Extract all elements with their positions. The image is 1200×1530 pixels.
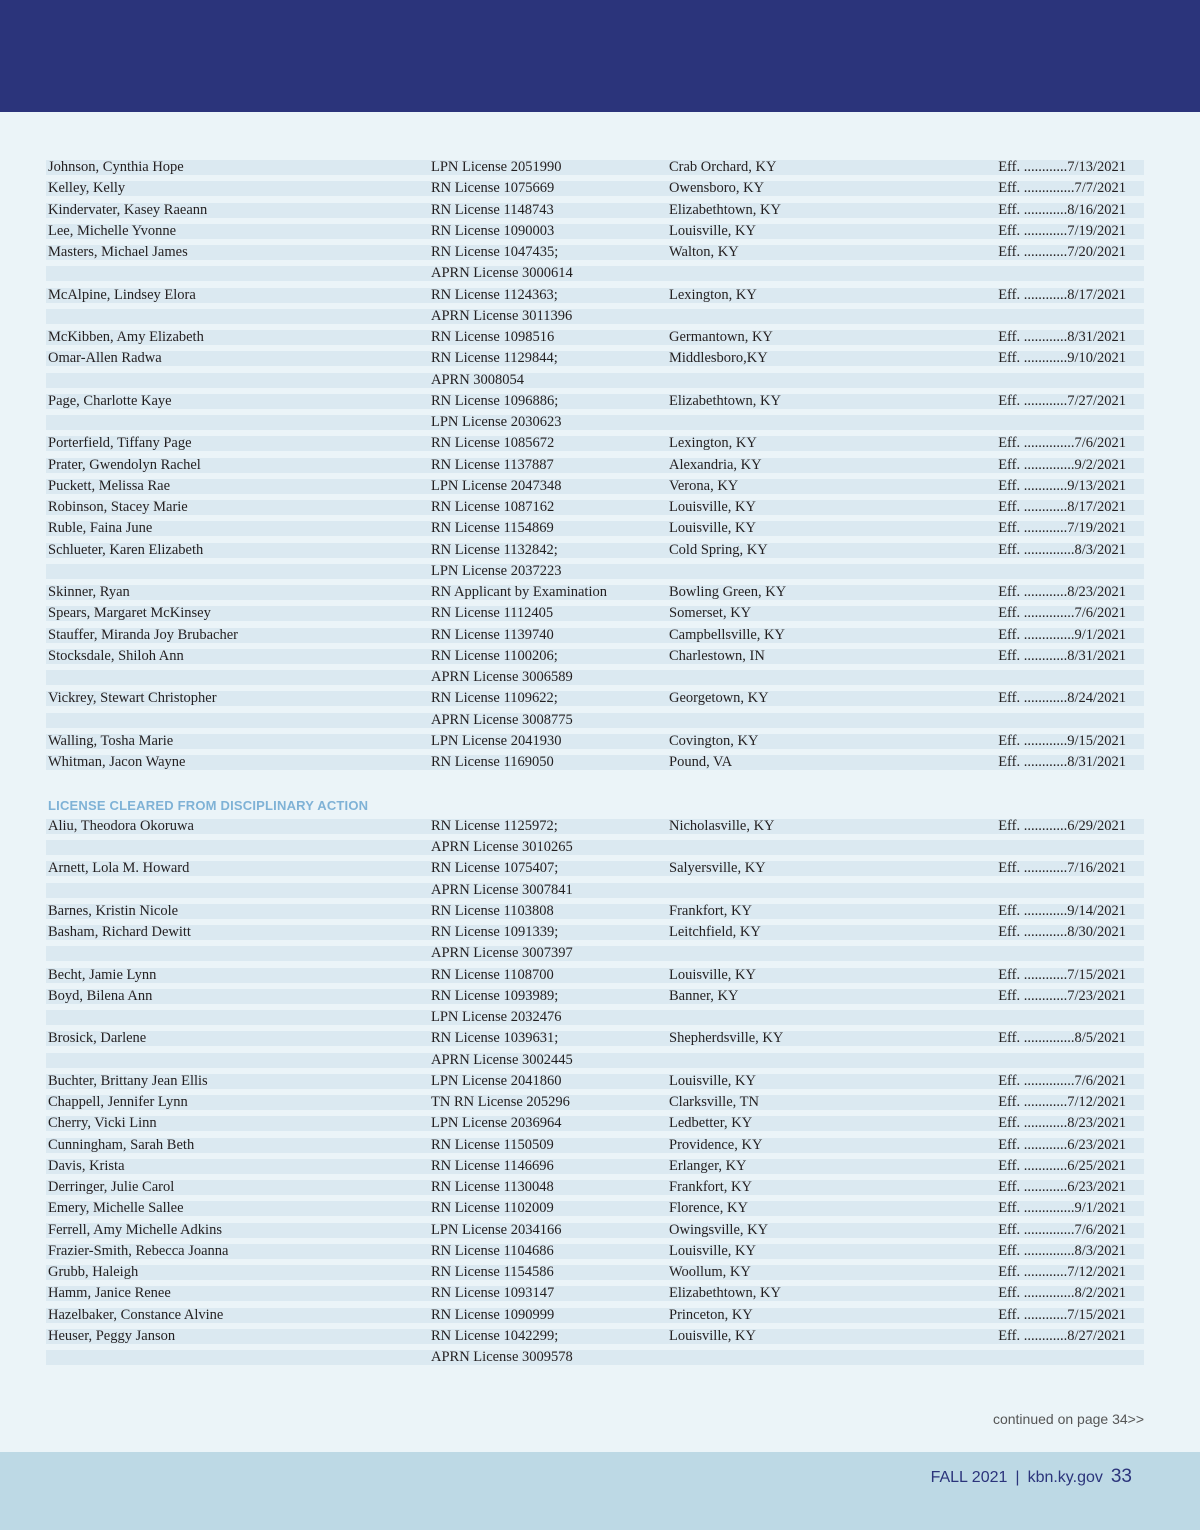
effective-date-cell: Eff. ............7/12/2021 <box>998 1094 1126 1110</box>
table-row <box>46 157 1144 178</box>
name-cell: McAlpine, Lindsey Elora <box>48 286 196 303</box>
table-row <box>46 688 1144 709</box>
name-cell: Aliu, Theodora Okoruwa <box>48 817 194 834</box>
row-band <box>46 1350 1144 1365</box>
location-cell: Louisville, KY <box>669 499 756 515</box>
effective-date-cell: Eff. ..............7/6/2021 <box>998 605 1126 622</box>
license-cell: LPN License 2032476 <box>431 1009 562 1025</box>
license-cell: LPN License 2047348 <box>431 477 562 494</box>
table-row <box>46 1241 1144 1262</box>
name-cell: Derringer, Julie Carol <box>48 1179 175 1195</box>
location-cell: Florence, KY <box>669 1200 748 1217</box>
table-row <box>46 285 1144 306</box>
effective-date-cell: Eff. ............7/15/2021 <box>998 966 1126 983</box>
row-band <box>46 904 1144 919</box>
license-cell: RN License 1154869 <box>431 520 554 537</box>
table-row <box>46 1028 1144 1049</box>
row-band <box>46 1265 1144 1280</box>
name-cell: Johnson, Cynthia Hope <box>48 159 184 175</box>
table-row <box>46 1156 1144 1177</box>
row-band <box>46 521 1144 536</box>
license-cell: RN License 1154586 <box>431 1264 554 1280</box>
table-row <box>46 540 1144 561</box>
table-row <box>46 986 1144 1007</box>
table-row <box>46 1220 1144 1241</box>
row-band <box>46 266 1144 281</box>
name-cell: Brosick, Darlene <box>48 1030 147 1047</box>
effective-date-cell: Eff. ............8/23/2021 <box>998 584 1126 600</box>
location-cell: Louisville, KY <box>669 1327 756 1344</box>
row-band <box>46 925 1144 940</box>
name-cell: Prater, Gwendolyn Rachel <box>48 456 201 473</box>
effective-date-cell: Eff. ............9/13/2021 <box>998 477 1126 494</box>
table-row <box>46 476 1144 497</box>
table-row <box>46 965 1144 986</box>
table-row <box>46 837 1144 858</box>
license-cell: APRN License 3008775 <box>431 711 573 728</box>
effective-date-cell: Eff. ............8/27/2021 <box>998 1327 1126 1344</box>
table-row <box>46 667 1144 688</box>
name-cell: Davis, Krista <box>48 1157 125 1174</box>
name-cell: Buchter, Brittany Jean Ellis <box>48 1072 208 1089</box>
license-cell: RN License 1047435; <box>431 244 559 260</box>
table-row <box>46 263 1144 284</box>
license-cell: RN License 1125972; <box>431 817 558 834</box>
location-cell: Elizabethtown, KY <box>669 392 781 409</box>
table-row <box>46 880 1144 901</box>
license-cell: APRN 3008054 <box>431 371 525 388</box>
location-cell: Lexington, KY <box>669 286 757 303</box>
name-cell: Heuser, Peggy Janson <box>48 1327 176 1344</box>
location-cell: Louisville, KY <box>669 520 756 537</box>
license-cell: TN RN License 205296 <box>431 1094 570 1110</box>
section-heading-text: LICENSE CLEARED FROM DISCIPLINARY ACTION <box>48 797 369 813</box>
effective-date-cell: Eff. ............7/23/2021 <box>998 987 1126 1004</box>
location-cell: Nicholasville, KY <box>669 817 775 834</box>
license-cell: RN License 1093989; <box>431 987 559 1004</box>
section-cleared-list <box>46 816 1144 1369</box>
row-band <box>46 946 1144 961</box>
row-band <box>46 500 1144 515</box>
effective-date-cell: Eff. ............8/24/2021 <box>998 690 1126 707</box>
row-band <box>46 1201 1144 1216</box>
row-band <box>46 1180 1144 1195</box>
name-cell: Becht, Jamie Lynn <box>48 966 157 983</box>
row-band <box>46 415 1144 430</box>
location-cell: Salyersville, KY <box>669 860 766 877</box>
location-cell: Louisville, KY <box>669 222 756 239</box>
license-cell: RN License 1090003 <box>431 222 555 239</box>
row-band <box>46 203 1144 218</box>
table-row <box>46 1262 1144 1283</box>
effective-date-cell: Eff. ............9/14/2021 <box>998 902 1126 919</box>
location-cell: Louisville, KY <box>669 1072 756 1089</box>
license-cell: RN License 1087162 <box>431 499 555 515</box>
license-table <box>46 157 1144 1368</box>
table-row <box>46 646 1144 667</box>
effective-date-cell: Eff. ............8/17/2021 <box>998 286 1126 303</box>
name-cell: Barnes, Kristin Nicole <box>48 902 179 919</box>
row-band <box>46 1286 1144 1301</box>
name-cell: Skinner, Ryan <box>48 584 130 600</box>
row-band <box>46 755 1144 770</box>
location-cell: Alexandria, KY <box>669 456 762 473</box>
license-cell: RN License 1108700 <box>431 966 554 983</box>
name-cell: Puckett, Melissa Rae <box>48 477 171 494</box>
row-band <box>46 734 1144 749</box>
location-cell: Georgetown, KY <box>669 690 769 707</box>
header-band <box>0 0 1200 112</box>
row-band <box>46 883 1144 898</box>
table-row <box>46 1283 1144 1304</box>
effective-date-cell: Eff. ............7/13/2021 <box>998 159 1126 175</box>
location-cell: Louisville, KY <box>669 1242 756 1259</box>
name-cell: Stauffer, Miranda Joy Brubacher <box>48 626 239 643</box>
table-row <box>46 1050 1144 1071</box>
section-disciplinary-list <box>46 157 1144 773</box>
license-cell: APRN License 3011396 <box>431 307 573 324</box>
location-cell: Shepherdsville, KY <box>669 1030 784 1047</box>
name-cell: Spears, Margaret McKinsey <box>48 605 211 622</box>
license-cell: APRN License 3009578 <box>431 1349 573 1365</box>
table-row <box>46 348 1144 369</box>
license-cell: RN License 1042299; <box>431 1327 559 1344</box>
footer-site[interactable]: kbn.ky.gov <box>1027 1469 1103 1486</box>
license-cell: RN License 1090999 <box>431 1306 555 1323</box>
name-cell: Vickrey, Stewart Christopher <box>48 690 217 707</box>
name-cell: Basham, Richard Dewitt <box>48 924 191 940</box>
table-row <box>46 858 1144 879</box>
row-band <box>46 1116 1144 1131</box>
footer-band <box>0 1452 1200 1530</box>
effective-date-cell: Eff. ............7/12/2021 <box>998 1264 1126 1280</box>
license-cell: APRN License 3007397 <box>431 945 573 962</box>
row-band <box>46 330 1144 345</box>
table-row <box>46 1198 1144 1219</box>
table-row <box>46 412 1144 433</box>
table-row <box>46 242 1144 263</box>
license-cell: LPN License 2036964 <box>431 1115 562 1132</box>
name-cell: Stocksdale, Shiloh Ann <box>48 647 184 664</box>
license-cell: RN License 1075669 <box>431 180 555 197</box>
effective-date-cell: Eff. ............9/10/2021 <box>998 350 1126 367</box>
row-band <box>46 1010 1144 1025</box>
license-cell: RN License 1129844; <box>431 350 558 367</box>
effective-date-cell: Eff. ............6/23/2021 <box>998 1179 1126 1195</box>
effective-date-cell: Eff. ..............8/3/2021 <box>998 541 1126 558</box>
license-cell: RN License 1102009 <box>431 1200 554 1217</box>
effective-date-cell: Eff. ..............9/2/2021 <box>998 456 1126 473</box>
table-row <box>46 1326 1144 1347</box>
license-cell: RN License 1100206; <box>431 647 558 664</box>
license-cell: RN License 1150509 <box>431 1136 554 1153</box>
row-band <box>46 989 1144 1004</box>
license-cell: RN License 1096886; <box>431 392 559 409</box>
effective-date-cell: Eff. ............6/23/2021 <box>998 1136 1126 1153</box>
table-row <box>46 221 1144 242</box>
name-cell: Boyd, Bilena Ann <box>48 987 153 1004</box>
location-cell: Elizabethtown, KY <box>669 1285 781 1302</box>
row-band <box>46 458 1144 473</box>
table-row <box>46 816 1144 837</box>
effective-date-cell: Eff. ............7/20/2021 <box>998 244 1126 260</box>
row-band <box>46 713 1144 728</box>
row-band <box>46 1329 1144 1344</box>
name-cell: Porterfield, Tiffany Page <box>48 435 192 452</box>
footer-separator: | <box>1015 1469 1020 1486</box>
license-cell: LPN License 2030623 <box>431 414 562 430</box>
table-row <box>46 710 1144 731</box>
row-band <box>46 1159 1144 1174</box>
effective-date-cell: Eff. ..............7/6/2021 <box>998 1072 1126 1089</box>
table-row <box>46 518 1144 539</box>
section-heading <box>46 795 1144 816</box>
license-cell: LPN License 2051990 <box>431 159 562 175</box>
location-cell: Frankfort, KY <box>669 902 752 919</box>
row-band <box>46 1053 1144 1068</box>
location-cell: Princeton, KY <box>669 1306 753 1323</box>
row-band <box>46 543 1144 558</box>
effective-date-cell: Eff. ............7/16/2021 <box>998 860 1126 877</box>
effective-date-cell: Eff. ............8/31/2021 <box>998 329 1126 345</box>
effective-date-cell: Eff. ............8/31/2021 <box>998 754 1126 770</box>
effective-date-cell: Eff. ............6/29/2021 <box>998 817 1126 834</box>
location-cell: Owingsville, KY <box>669 1221 769 1238</box>
license-cell: RN License 1098516 <box>431 329 555 345</box>
row-band <box>46 649 1144 664</box>
table-row <box>46 1092 1144 1113</box>
license-cell: RN License 1148743 <box>431 201 554 218</box>
row-band <box>46 1095 1144 1110</box>
name-cell: Robinson, Stacey Marie <box>48 499 188 515</box>
effective-date-cell: Eff. ..............9/1/2021 <box>998 626 1126 643</box>
table-row <box>46 1007 1144 1028</box>
license-cell: RN License 1104686 <box>431 1242 554 1259</box>
row-band <box>46 309 1144 324</box>
license-cell: APRN License 3002445 <box>431 1051 573 1068</box>
license-cell: RN License 1146696 <box>431 1157 554 1174</box>
table-row <box>46 603 1144 624</box>
table-row <box>46 327 1144 348</box>
table-row <box>46 922 1144 943</box>
license-cell: RN License 1169050 <box>431 754 554 770</box>
location-cell: Campbellsville, KY <box>669 626 785 643</box>
row-band <box>46 351 1144 366</box>
license-cell: LPN License 2041860 <box>431 1072 562 1089</box>
location-cell: Owensboro, KY <box>669 180 765 197</box>
row-band <box>46 436 1144 451</box>
license-cell: RN License 1112405 <box>431 605 554 622</box>
location-cell: Walton, KY <box>669 244 739 260</box>
row-band <box>46 1138 1144 1153</box>
location-cell: Covington, KY <box>669 732 759 749</box>
effective-date-cell: Eff. ..............9/1/2021 <box>998 1200 1126 1217</box>
name-cell: Cunningham, Sarah Beth <box>48 1136 195 1153</box>
row-band <box>46 861 1144 876</box>
effective-date-cell: Eff. ............8/17/2021 <box>998 499 1126 515</box>
location-cell: Lexington, KY <box>669 435 757 452</box>
row-band <box>46 670 1144 685</box>
name-cell: Hamm, Janice Renee <box>48 1285 171 1302</box>
row-band <box>46 373 1144 388</box>
effective-date-cell: Eff. ..............7/6/2021 <box>998 435 1126 452</box>
name-cell: Ruble, Faina June <box>48 520 153 537</box>
license-cell: RN License 1109622; <box>431 690 558 707</box>
location-cell: Crab Orchard, KY <box>669 159 777 175</box>
license-cell: RN License 1103808 <box>431 902 554 919</box>
name-cell: Page, Charlotte Kaye <box>48 392 172 409</box>
license-cell: APRN License 3000614 <box>431 265 573 282</box>
location-cell: Cold Spring, KY <box>669 541 768 558</box>
license-cell: LPN License 2034166 <box>431 1221 562 1238</box>
location-cell: Somerset, KY <box>669 605 752 622</box>
name-cell: Kindervater, Kasey Raeann <box>48 201 208 218</box>
table-row <box>46 200 1144 221</box>
effective-date-cell: Eff. ..............7/7/2021 <box>998 180 1126 197</box>
row-band <box>46 840 1144 855</box>
location-cell: Banner, KY <box>669 987 739 1004</box>
license-cell: RN License 1132842; <box>431 541 558 558</box>
effective-date-cell: Eff. ............8/16/2021 <box>998 201 1126 218</box>
row-band <box>46 1031 1144 1046</box>
effective-date-cell: Eff. ..............8/2/2021 <box>998 1285 1126 1302</box>
table-row <box>46 1071 1144 1092</box>
license-cell: RN License 1093147 <box>431 1285 555 1302</box>
name-cell: Masters, Michael James <box>48 244 188 260</box>
name-cell: Grubb, Haleigh <box>48 1264 139 1280</box>
name-cell: McKibben, Amy Elizabeth <box>48 329 204 345</box>
table-row <box>46 625 1144 646</box>
location-cell: Ledbetter, KY <box>669 1115 753 1132</box>
name-cell: Cherry, Vicki Linn <box>48 1115 157 1132</box>
effective-date-cell: Eff. ............7/19/2021 <box>998 222 1126 239</box>
table-row <box>46 1305 1144 1326</box>
location-cell: Elizabethtown, KY <box>669 201 781 218</box>
location-cell: Erlanger, KY <box>669 1157 747 1174</box>
license-cell: RN License 1039631; <box>431 1030 559 1047</box>
name-cell: Emery, Michelle Sallee <box>48 1200 184 1217</box>
effective-date-cell: Eff. ............9/15/2021 <box>998 732 1126 749</box>
effective-date-cell: Eff. ............7/15/2021 <box>998 1306 1126 1323</box>
table-row <box>46 455 1144 476</box>
table-row <box>46 178 1144 199</box>
effective-date-cell: Eff. ..............8/5/2021 <box>998 1030 1126 1047</box>
name-cell: Whitman, Jacon Wayne <box>48 754 186 770</box>
table-row <box>46 1347 1144 1368</box>
name-cell: Chappell, Jennifer Lynn <box>48 1094 188 1110</box>
license-cell: RN License 1075407; <box>431 860 559 877</box>
section-spacer <box>46 773 1144 794</box>
location-cell: Charlestown, IN <box>669 647 765 664</box>
name-cell: Omar-Allen Radwa <box>48 350 162 367</box>
license-cell: RN License 1137887 <box>431 456 554 473</box>
table-row <box>46 582 1144 603</box>
location-cell: Middlesboro,KY <box>669 350 768 367</box>
effective-date-cell: Eff. ............8/31/2021 <box>998 647 1126 664</box>
footer-issue: FALL 2021 <box>930 1469 1008 1486</box>
location-cell: Providence, KY <box>669 1136 763 1153</box>
table-row <box>46 306 1144 327</box>
name-cell: Kelley, Kelly <box>48 180 126 197</box>
effective-date-cell: Eff. ............8/30/2021 <box>998 924 1126 940</box>
name-cell: Ferrell, Amy Michelle Adkins <box>48 1221 222 1238</box>
name-cell: Lee, Michelle Yvonne <box>48 222 177 239</box>
footer-text <box>931 1466 1132 1488</box>
table-row <box>46 731 1144 752</box>
location-cell: Pound, VA <box>669 754 733 770</box>
table-row <box>46 391 1144 412</box>
table-row <box>46 497 1144 518</box>
row-band <box>46 245 1144 260</box>
table-row <box>46 1135 1144 1156</box>
effective-date-cell: Eff. ............8/23/2021 <box>998 1115 1126 1132</box>
location-cell: Germantown, KY <box>669 329 773 345</box>
table-row <box>46 433 1144 454</box>
license-cell: APRN License 3006589 <box>431 669 573 685</box>
location-cell: Verona, KY <box>669 477 739 494</box>
table-row <box>46 561 1144 582</box>
license-cell: RN License 1139740 <box>431 626 554 643</box>
name-cell: Frazier-Smith, Rebecca Joanna <box>48 1242 229 1259</box>
page-number: 33 <box>1110 1466 1132 1487</box>
license-cell: RN License 1130048 <box>431 1179 554 1195</box>
row-band <box>46 1074 1144 1089</box>
license-cell: APRN License 3010265 <box>431 839 573 855</box>
effective-date-cell: Eff. ............6/25/2021 <box>998 1157 1126 1174</box>
row-band <box>46 181 1144 196</box>
table-row <box>46 370 1144 391</box>
row-band <box>46 479 1144 494</box>
name-cell: Schlueter, Karen Elizabeth <box>48 541 204 558</box>
row-band <box>46 394 1144 409</box>
license-cell: LPN License 2037223 <box>431 562 562 579</box>
location-cell: Woollum, KY <box>669 1264 751 1280</box>
table-row <box>46 1177 1144 1198</box>
location-cell: Leitchfield, KY <box>669 924 761 940</box>
location-cell: Bowling Green, KY <box>669 584 787 600</box>
table-row <box>46 752 1144 773</box>
table-row <box>46 1113 1144 1134</box>
row-band <box>46 288 1144 303</box>
row-band <box>46 819 1144 834</box>
effective-date-cell: Eff. ..............7/6/2021 <box>998 1221 1126 1238</box>
license-cell: APRN License 3007841 <box>431 881 573 898</box>
row-band <box>46 564 1144 579</box>
license-cell: RN License 1085672 <box>431 435 555 452</box>
location-cell: Clarksville, TN <box>669 1094 759 1110</box>
name-cell: Arnett, Lola M. Howard <box>48 860 190 877</box>
row-band <box>46 224 1144 239</box>
license-cell: RN License 1091339; <box>431 924 559 940</box>
row-band <box>46 968 1144 983</box>
effective-date-cell: Eff. ..............8/3/2021 <box>998 1242 1126 1259</box>
table-row <box>46 901 1144 922</box>
location-cell: Frankfort, KY <box>669 1179 752 1195</box>
license-cell: RN License 1124363; <box>431 286 558 303</box>
continued-note: continued on page 34>> <box>992 1411 1144 1427</box>
location-cell: Louisville, KY <box>669 966 756 983</box>
name-cell: Walling, Tosha Marie <box>48 732 174 749</box>
name-cell: Hazelbaker, Constance Alvine <box>48 1306 224 1323</box>
license-cell: LPN License 2041930 <box>431 732 562 749</box>
table-row <box>46 943 1144 964</box>
license-cell: RN Applicant by Examination <box>431 584 607 600</box>
effective-date-cell: Eff. ............7/19/2021 <box>998 520 1126 537</box>
effective-date-cell: Eff. ............7/27/2021 <box>998 392 1126 409</box>
row-band <box>46 160 1144 175</box>
